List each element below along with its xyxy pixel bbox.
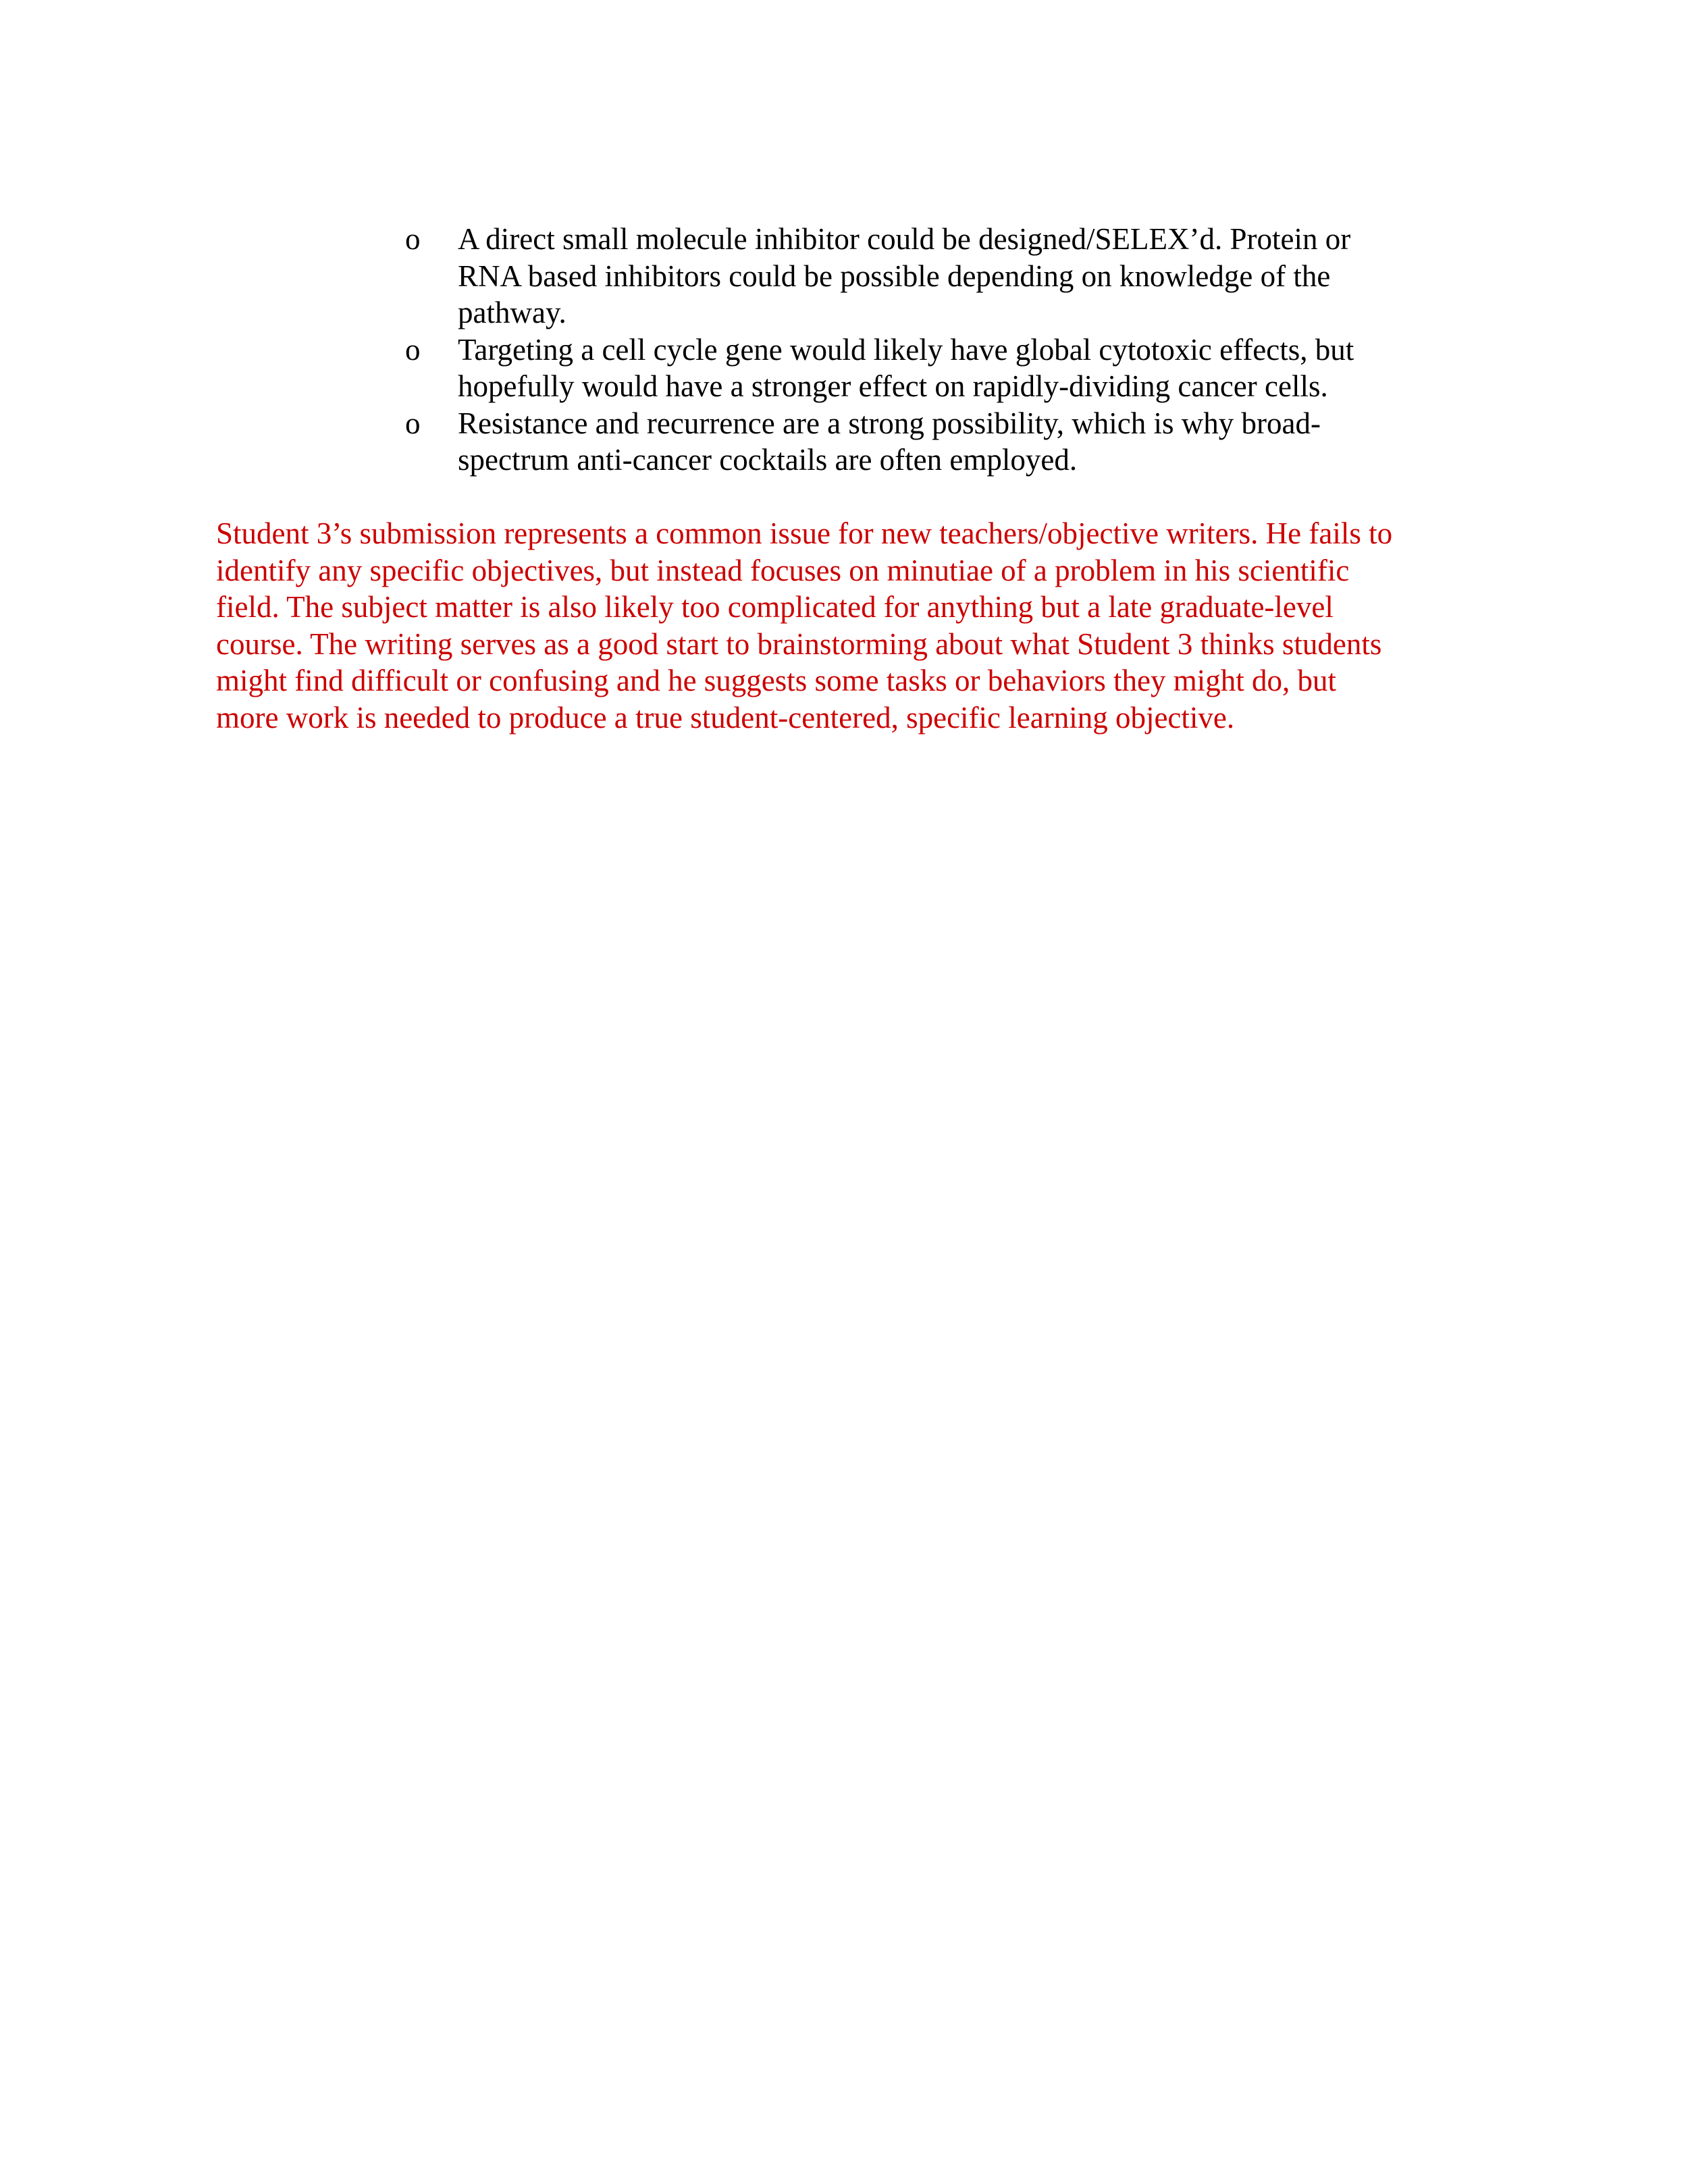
bullet-line: A direct small molecule inhibitor could be designed/SELEX’d. Protein or xyxy=(458,222,1351,256)
bullet-line: hopefully would have a stronger effect on rapidly-dividing cancer cells. xyxy=(458,369,1328,403)
instructor-comment xyxy=(216,515,1499,736)
bullet-line: spectrum anti-cancer cocktails are often employed. xyxy=(458,443,1078,477)
comment-line: course. The writing serves as a good start to brainstorming about what Student 3 thinks students xyxy=(216,627,1382,661)
bullet-list xyxy=(405,221,1445,479)
bullet-marker: o xyxy=(405,332,421,367)
comment-line: identify any specific objectives, but instead focuses on minutiae of a problem in his scientific xyxy=(216,553,1350,587)
comment-line: more work is needed to produce a true student-centered, specific learning objective. xyxy=(216,700,1235,735)
comment-line: field. The subject matter is also likely too complicated for anything but a late graduate-level xyxy=(216,590,1334,624)
bullet-line: pathway. xyxy=(458,296,566,329)
bullet-line: RNA based inhibitors could be possible depending on knowledge of the xyxy=(458,259,1331,293)
bullet-line: Resistance and recurrence are a strong possibility, which is why broad- xyxy=(458,406,1321,440)
bullet-line: Targeting a cell cycle gene would likely have global cytotoxic effects, but xyxy=(458,332,1354,367)
bullet-marker: o xyxy=(405,222,421,256)
comment-line: might find difficult or confusing and he suggests some tasks or behaviors they might do, but xyxy=(216,664,1336,697)
bullet-marker: o xyxy=(405,406,421,440)
bullet-item xyxy=(405,221,1445,331)
bullet-item xyxy=(405,331,1445,405)
bullet-item xyxy=(405,405,1445,479)
comment-line: Student 3’s submission represents a common issue for new teachers/objective writers. He fails to xyxy=(216,516,1393,550)
